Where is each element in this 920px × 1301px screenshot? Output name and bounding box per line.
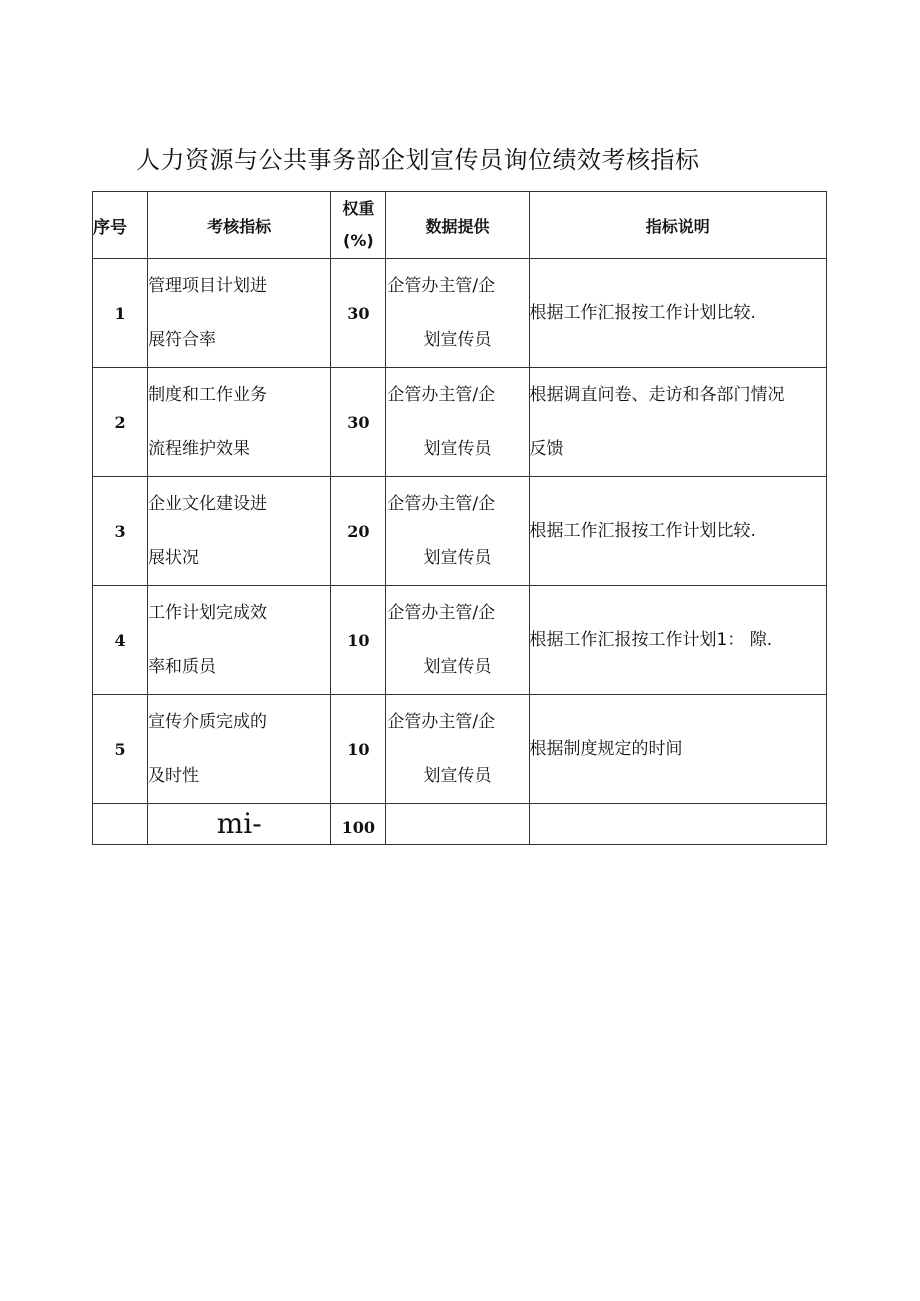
row-source [386, 586, 529, 695]
row-indicator-line2: 展状况 [148, 548, 200, 568]
row-source-line2: 划宣传员 [423, 766, 492, 786]
row-indicator [148, 695, 331, 804]
row-indicator-line2: 流程维护效果 [148, 439, 251, 459]
row-source-line1: 企管办主管/企 [387, 603, 496, 623]
row-weight: 20 [331, 477, 386, 586]
row-source-line2: 划宣传员 [423, 439, 492, 459]
row-source-line2: 划宣传员 [423, 657, 492, 677]
row-indicator-line1: 制度和工作业务 [148, 385, 268, 405]
row-seq: 1 [93, 259, 148, 368]
table-row [93, 477, 827, 586]
total-source [386, 804, 529, 845]
page-title: 人力资源与公共事务部企划宣传员询位绩效考核指标 [136, 146, 700, 174]
table-row [93, 586, 827, 695]
row-description-line2: 反馈 [529, 439, 564, 459]
row-seq: 5 [93, 695, 148, 804]
kpi-table [92, 191, 827, 845]
table-row [93, 259, 827, 368]
header-weight-line1: 权重 [342, 199, 375, 218]
row-source-line1: 企管办主管/企 [387, 276, 496, 296]
row-weight: 10 [331, 586, 386, 695]
total-weight: 100 [331, 804, 386, 845]
row-weight: 30 [331, 259, 386, 368]
row-weight: 30 [331, 368, 386, 477]
header-source: 数据提供 [386, 192, 529, 259]
row-source [386, 477, 529, 586]
row-description: 根据制度规定的时间 [529, 695, 826, 804]
row-description: 根据工作汇报按工作计划比较. [529, 259, 826, 368]
row-indicator [148, 586, 331, 695]
row-indicator-line1: 工作计划完成效 [148, 603, 268, 623]
row-indicator-line2: 展符合率 [148, 330, 217, 350]
row-source-line2: 划宣传员 [423, 330, 492, 350]
row-source-line1: 企管办主管/企 [387, 712, 496, 732]
table-row [93, 695, 827, 804]
total-description [529, 804, 826, 845]
total-row [93, 804, 827, 845]
row-source-line2: 划宣传员 [423, 548, 492, 568]
row-indicator [148, 368, 331, 477]
row-indicator-line1: 企业文化建设进 [148, 494, 268, 514]
header-seq: 序号 [93, 192, 148, 259]
row-indicator-line1: 宣传介质完成的 [148, 712, 268, 732]
header-weight-line2: (%) [343, 231, 374, 250]
row-seq: 3 [93, 477, 148, 586]
row-indicator-line2: 及时性 [148, 766, 200, 786]
row-source-line1: 企管办主管/企 [387, 385, 496, 405]
row-indicator [148, 259, 331, 368]
row-description-line1: 根据调直问卷、走访和各部门情况 [529, 385, 785, 405]
row-source [386, 695, 529, 804]
row-description: 根据工作汇报按工作计划1： 隙. [529, 586, 826, 695]
header-description: 指标说明 [529, 192, 826, 259]
row-indicator-line2: 率和质员 [148, 657, 217, 677]
row-source-line1: 企管办主管/企 [387, 494, 496, 514]
row-seq: 2 [93, 368, 148, 477]
row-description: 根据工作汇报按工作计划比较. [529, 477, 826, 586]
row-description [529, 368, 826, 477]
row-indicator-line1: 管理项目计划进 [148, 276, 268, 296]
row-seq: 4 [93, 586, 148, 695]
table-row [93, 368, 827, 477]
row-source [386, 368, 529, 477]
row-weight: 10 [331, 695, 386, 804]
header-weight [331, 192, 386, 259]
total-seq [93, 804, 148, 845]
header-indicator: 考核指标 [148, 192, 331, 259]
table-header-row [93, 192, 827, 259]
total-label: mi- [148, 804, 331, 845]
row-indicator [148, 477, 331, 586]
row-source [386, 259, 529, 368]
